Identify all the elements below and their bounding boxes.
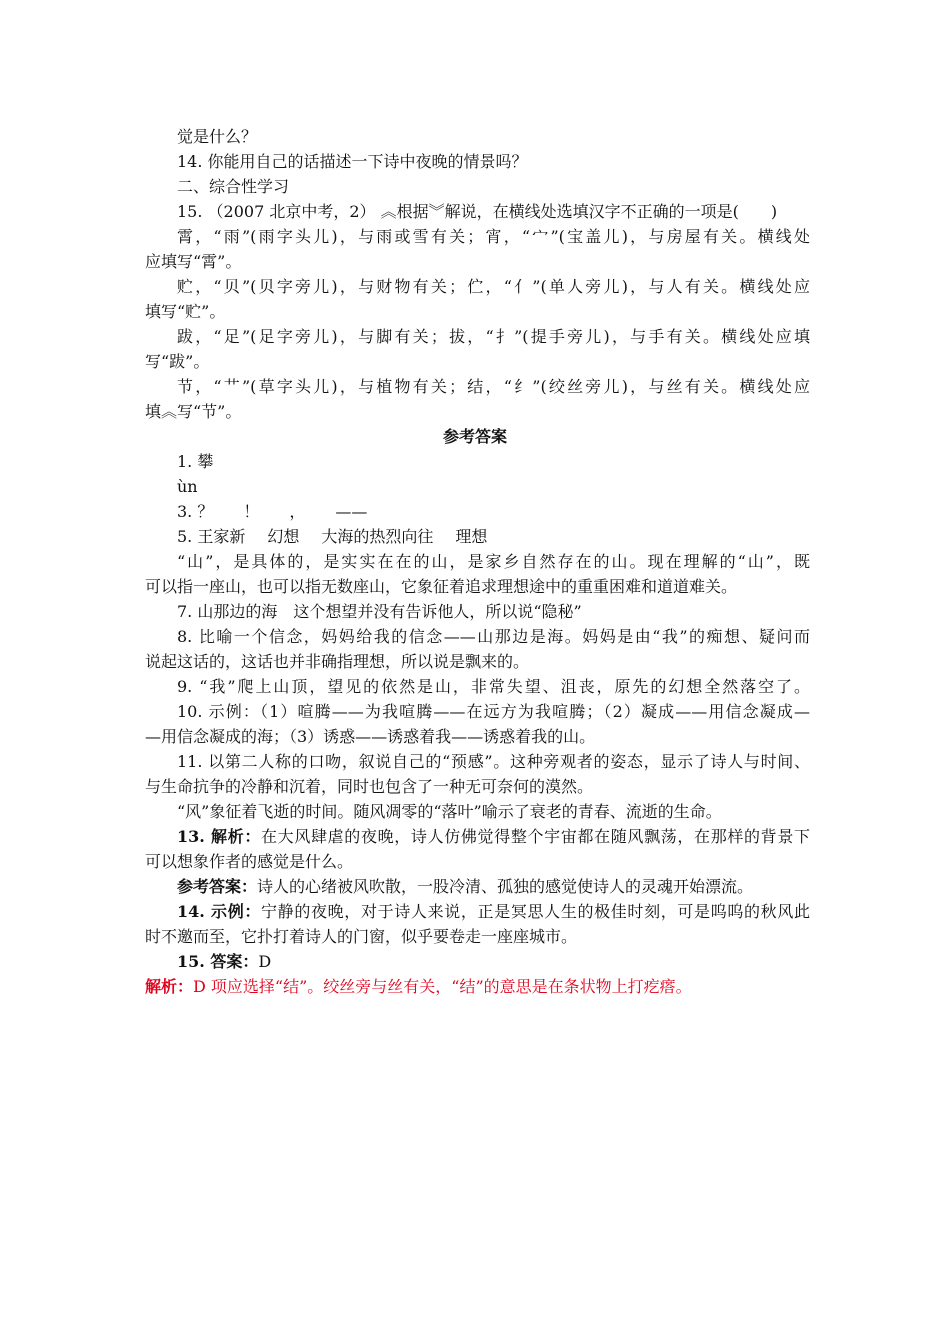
answer-15: [177, 950, 810, 974]
answer-14-line1: [177, 900, 810, 924]
answer-13-reference: [177, 875, 810, 899]
analysis-line: [145, 975, 810, 999]
question-15-stem: 15. （2007 北京中考，2） ︽根据︾解说，在横线处选填汉字不正确的一项是( ): [177, 202, 778, 221]
reference-answer-label: 参考答案：: [177, 877, 258, 896]
answer-8-line2: 说起这话的，这话也并非确指理想，所以说是飘来的。: [145, 652, 530, 671]
answer-3-item: ，: [289, 502, 306, 521]
answer-13-line1: [177, 825, 810, 849]
answer-8-line1: 8. 比喻一个信念，妈妈给我的信念——山那边是海。妈妈是由“我”的痴想、疑问而: [177, 627, 810, 646]
answer-10-line2: —用信念凝成的海；（3）诱惑——诱惑着我——诱惑着我的山。: [145, 727, 596, 746]
answer-5: [177, 525, 810, 549]
answer-9: 9. “我”爬上山顶，望见的依然是山，非常失望、沮丧，原先的幻想全然落空了。: [177, 677, 810, 696]
answer-5-item: 5. 王家新: [177, 527, 246, 546]
answer-3: [177, 500, 810, 524]
answer-14-label: 14. 示例：: [177, 902, 262, 921]
answer-15-label: 15. 答案：: [177, 952, 259, 971]
answer-7: 7. 山那边的海 这个想望并没有告诉他人，所以说“隐秘”: [177, 602, 582, 621]
answer-14-line2: 时不邀而至，它扑打着诗人的门窗，似乎要卷走一座座城市。: [145, 927, 578, 946]
answer-11-line2: 与生命抗争的冷静和沉着，同时也包含了一种无可奈何的漠然。: [145, 777, 594, 796]
option-d-line2: 填︽写“节”。: [145, 402, 242, 421]
answer-1: 1. 攀: [177, 452, 214, 471]
answer-6-line2: 可以指一座山，也可以指无数座山，它象征着追求理想途中的重重困难和道道难关。: [145, 577, 738, 596]
question-14: 14. 你能用自己的话描述一下诗中夜晚的情景吗？: [177, 152, 528, 171]
option-a-line2: 应填写“霄”。: [145, 252, 242, 271]
answer-13-label: 13. 解析：: [177, 827, 262, 846]
answer-11-line1: 11. 以第二人称的口吻，叙说自己的“预感”。这种旁观者的姿态，显示了诗人与时间、: [177, 752, 810, 771]
section-heading-2: 二、综合性学习: [177, 177, 290, 196]
answer-3-item: ——: [335, 502, 368, 521]
answer-6-line1: “山”，是具体的，是实实在在的山，是家乡自然存在的山。现在理解的“山”，既: [177, 552, 810, 571]
answer-10-line1: 10. 示例：（1）喧腾——为我喧腾——在远方为我喧腾；（2）凝成——用信念凝成—: [177, 702, 810, 721]
reference-answer-text: 诗人的心绪被风吹散，一股冷清、孤独的感觉使诗人的灵魂开始漂流。: [257, 877, 754, 896]
answer-12: “风”象征着飞逝的时间。随风凋零的“落叶”喻示了衰老的青春、流逝的生命。: [177, 802, 722, 821]
answer-5-item: 理想: [455, 527, 488, 546]
answer-13-line2: 可以想象作者的感觉是什么。: [145, 852, 354, 871]
answer-14-text: 宁静的夜晚，对于诗人来说，正是冥思人生的极佳时刻，可是呜呜的秋风此: [261, 902, 810, 921]
q13-tail: 觉是什么？: [177, 127, 258, 146]
option-a-line1: 霄，“雨”(雨字头儿)，与雨或雪有关；宵，“宀”(宝盖儿)，与房屋有关。横线处: [177, 227, 810, 246]
answer-5-item: 幻想: [267, 527, 300, 546]
answer-3-item: ！: [243, 502, 260, 521]
answer-2: ùn: [177, 477, 198, 496]
option-c-line1: 跋，“足”(足字旁儿)，与脚有关；拔，“扌”(提手旁儿)，与手有关。横线处应填: [177, 327, 810, 346]
answers-heading: 参考答案: [442, 427, 507, 446]
option-b-line2: 填写“贮”。: [145, 302, 226, 321]
answer-3-item: 3. ？: [177, 502, 214, 521]
option-b-line1: 贮，“贝”(贝字旁儿)，与财物有关；伫，“亻”(单人旁儿)，与人有关。横线处应: [177, 277, 810, 296]
answer-15-text: D: [258, 952, 272, 971]
option-d-line1: 节，“艹”(草字头儿)，与植物有关；结，“纟”(绞丝旁儿)，与丝有关。横线处应: [177, 377, 810, 396]
answer-13-text: 在大风肆虐的夜晚，诗人仿佛觉得整个宇宙都在随风飘荡，在那样的背景下: [261, 827, 810, 846]
answer-5-item: 大海的热烈向往: [321, 527, 434, 546]
analysis-label: 解析：: [145, 977, 194, 996]
analysis-text: D 项应选择“结”。绞丝旁与丝有关，“结”的意思是在条状物上打疙瘩。: [193, 977, 692, 996]
option-c-line2: 写“跋”。: [145, 352, 210, 371]
